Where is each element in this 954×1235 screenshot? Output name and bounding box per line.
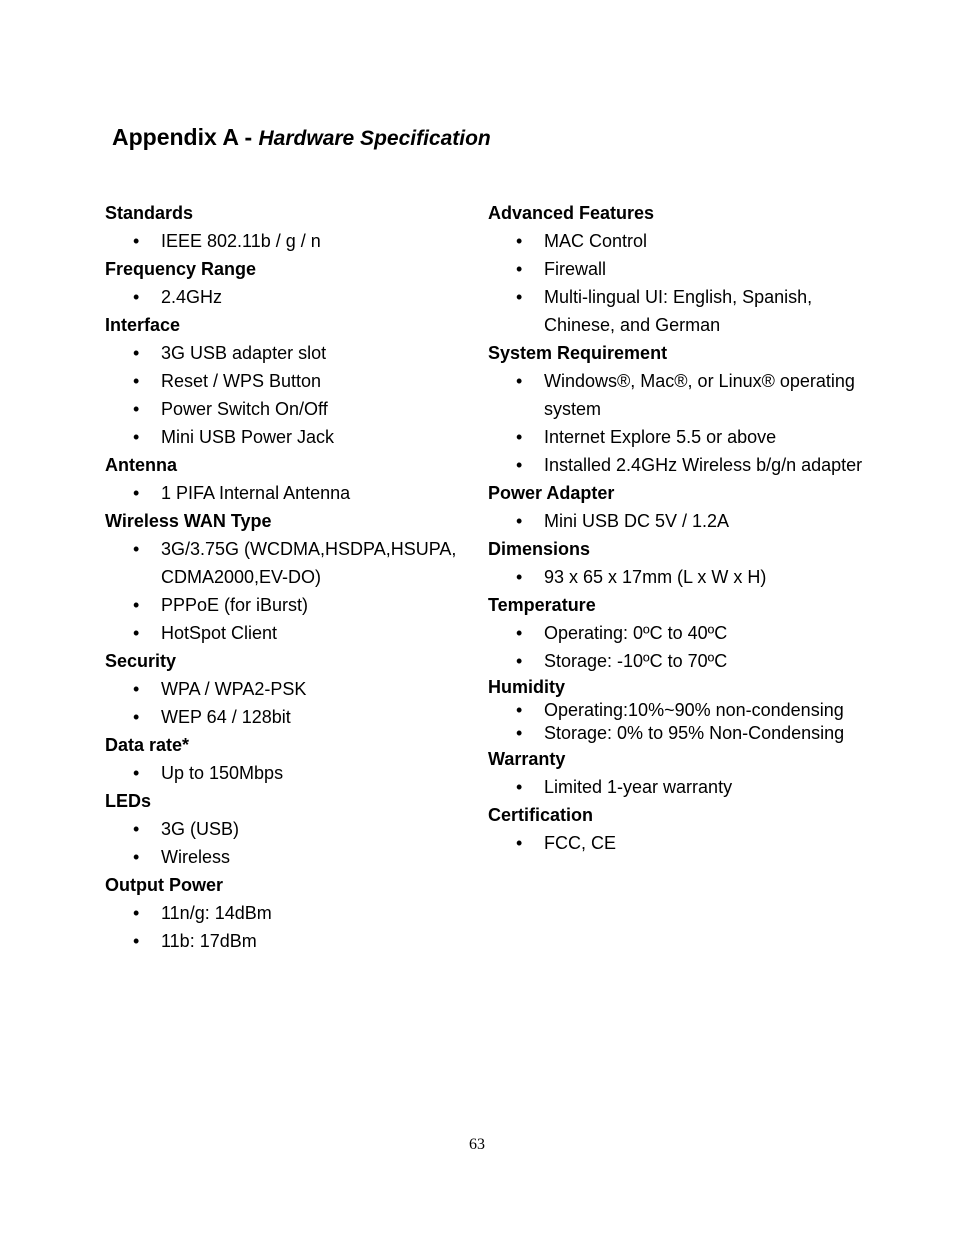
spec-item-text: Reset / WPS Button: [161, 371, 322, 391]
spec-item: [488, 507, 888, 535]
section-heading: System Requirement: [488, 343, 668, 363]
spec-item: [488, 619, 888, 647]
bullet-icon: •: [516, 371, 523, 391]
bullet-icon: •: [133, 623, 140, 643]
bullet-icon: •: [516, 511, 523, 531]
spec-item-text: FCC, CE: [544, 833, 616, 853]
bullet-icon: •: [133, 707, 140, 727]
bullet-icon: •: [133, 931, 140, 951]
spec-item-text: Wireless: [161, 847, 231, 867]
spec-list: [105, 479, 477, 507]
spec-item-text: PPPoE (for iBurst): [161, 595, 309, 615]
spec-item-text: Limited 1-year warranty: [544, 777, 733, 797]
spec-item: [105, 703, 477, 731]
page-title: [112, 124, 491, 151]
spec-section-system-requirement: [488, 339, 888, 479]
spec-item: [105, 591, 477, 619]
spec-item: [105, 283, 477, 311]
spec-item: [105, 675, 477, 703]
spec-section-data-rate: [105, 731, 477, 787]
spec-item-text: Mini USB Power Jack: [161, 427, 335, 447]
spec-item-text: Up to 150Mbps: [161, 763, 284, 783]
bullet-icon: •: [516, 455, 523, 475]
bullet-icon: •: [133, 847, 140, 867]
spec-item: [488, 722, 888, 745]
bullet-icon: •: [516, 427, 523, 447]
spec-item-text: Internet Explore 5.5 or above: [544, 427, 777, 447]
spec-section-warranty: [488, 745, 888, 801]
spec-item: [105, 227, 477, 255]
spec-item-text: Operating: 0ºC to 40ºC: [544, 623, 728, 643]
spec-item: [105, 759, 477, 787]
section-heading: Wireless WAN Type: [105, 511, 272, 531]
bullet-icon: •: [133, 427, 140, 447]
bullet-icon: •: [133, 399, 140, 419]
bullet-icon: •: [516, 777, 523, 797]
spec-list: [105, 815, 477, 871]
spec-item-text: 3G/3.75G (WCDMA,HSDPA,HSUPA, CDMA2000,EV-DO): [161, 539, 457, 587]
spec-section-certification: [488, 801, 888, 857]
spec-item-text: Mini USB DC 5V / 1.2A: [544, 511, 730, 531]
spec-item: [488, 255, 888, 283]
spec-item-text: 11n/g: 14dBm: [161, 903, 272, 923]
bullet-icon: •: [516, 723, 523, 743]
spec-item: [488, 423, 888, 451]
spec-item: [105, 423, 477, 451]
spec-section-security: [105, 647, 477, 731]
spec-item-text: Multi-lingual UI: English, Spanish, Chinese, and German: [544, 287, 813, 335]
section-heading: LEDs: [105, 791, 152, 811]
spec-item: [488, 227, 888, 255]
spec-item: [488, 647, 888, 675]
spec-item: [105, 395, 477, 423]
spec-item-text: Storage: 0% to 95% Non-Condensing: [544, 723, 845, 743]
section-heading: Security: [105, 651, 177, 671]
spec-item: [488, 699, 888, 722]
section-heading: Humidity: [488, 677, 566, 697]
spec-section-antenna: [105, 451, 477, 507]
bullet-icon: •: [133, 343, 140, 363]
spec-item-text: IEEE 802.11b / g / n: [161, 231, 321, 251]
bullet-icon: •: [516, 651, 523, 671]
section-heading: Frequency Range: [105, 259, 257, 279]
spec-item: [105, 535, 477, 591]
spec-list: [488, 829, 888, 857]
spec-item: [105, 899, 477, 927]
spec-item: [488, 283, 888, 339]
spec-item-text: Installed 2.4GHz Wireless b/g/n adapter: [544, 455, 863, 475]
title-subtitle: Hardware Specification: [258, 127, 491, 150]
spec-item: [105, 927, 477, 955]
spec-item-text: WEP 64 / 128bit: [161, 707, 291, 727]
bullet-icon: •: [133, 903, 140, 923]
spec-item: [488, 451, 888, 479]
spec-list: [488, 619, 888, 675]
spec-list: [488, 367, 888, 479]
spec-list: [105, 283, 477, 311]
spec-item: [105, 843, 477, 871]
spec-list: [488, 773, 888, 801]
section-heading: Warranty: [488, 749, 566, 769]
spec-list: [105, 759, 477, 787]
page-number: 63: [469, 1136, 485, 1153]
spec-item-text: 1 PIFA Internal Antenna: [161, 483, 351, 503]
spec-item-text: 3G (USB): [161, 819, 240, 839]
spec-list: [105, 339, 477, 451]
spec-item-text: 3G USB adapter slot: [161, 343, 327, 363]
spec-item: [105, 479, 477, 507]
spec-section-frequency-range: [105, 255, 477, 311]
section-heading: Advanced Features: [488, 203, 655, 223]
spec-item-text: 93 x 65 x 17mm (L x W x H): [544, 567, 767, 587]
spec-item: [105, 815, 477, 843]
spec-item-text: Firewall: [544, 259, 607, 279]
spec-section-dimensions: [488, 535, 888, 591]
spec-item: [105, 367, 477, 395]
spec-item: [105, 619, 477, 647]
section-heading: Data rate*: [105, 735, 190, 755]
bullet-icon: •: [516, 231, 523, 251]
spec-item: [488, 773, 888, 801]
spec-item: [488, 563, 888, 591]
spec-item-text: MAC Control: [544, 231, 648, 251]
spec-item-text: WPA / WPA2-PSK: [161, 679, 307, 699]
bullet-icon: •: [516, 700, 523, 720]
spec-list: [105, 899, 477, 955]
bullet-icon: •: [133, 231, 140, 251]
bullet-icon: •: [516, 259, 523, 279]
bullet-icon: •: [133, 371, 140, 391]
spec-list: [488, 227, 888, 339]
spec-section-humidity: [488, 675, 888, 745]
spec-list: [105, 227, 477, 255]
spec-section-standards: [105, 199, 477, 255]
spec-section-temperature: [488, 591, 888, 675]
spec-item-text: Power Switch On/Off: [161, 399, 328, 419]
section-heading: Output Power: [105, 875, 223, 895]
spec-list: [488, 563, 888, 591]
section-heading: Dimensions: [488, 539, 591, 559]
spec-column-right: [488, 199, 888, 857]
spec-list: [105, 675, 477, 731]
spec-item: [488, 829, 888, 857]
spec-item-text: 11b: 17dBm: [161, 931, 257, 951]
spec-section-power-adapter: [488, 479, 888, 535]
spec-section-output-power: [105, 871, 477, 955]
spec-section-advanced-features: [488, 199, 888, 339]
spec-list: [488, 507, 888, 535]
spec-section-interface: [105, 311, 477, 451]
bullet-icon: •: [516, 567, 523, 587]
spec-item-text: Storage: -10ºC to 70ºC: [544, 651, 728, 671]
spec-list: [488, 699, 888, 745]
bullet-icon: •: [133, 595, 140, 615]
spec-item: [105, 339, 477, 367]
bullet-icon: •: [516, 287, 523, 307]
bullet-icon: •: [133, 763, 140, 783]
spec-item: [488, 367, 888, 423]
spec-item-text: Operating:10%~90% non-condensing: [544, 700, 844, 720]
section-heading: Temperature: [488, 595, 596, 615]
spec-section-leds: [105, 787, 477, 871]
spec-item-text: HotSpot Client: [161, 623, 278, 643]
section-heading: Power Adapter: [488, 483, 615, 503]
bullet-icon: •: [516, 833, 523, 853]
spec-item-text: 2.4GHz: [161, 287, 223, 307]
bullet-icon: •: [516, 623, 523, 643]
spec-column-left: [105, 199, 477, 955]
bullet-icon: •: [133, 483, 140, 503]
section-heading: Certification: [488, 805, 594, 825]
spec-item-text: Windows®, Mac®, or Linux® operating system: [544, 371, 855, 419]
section-heading: Antenna: [105, 455, 177, 475]
section-heading: Standards: [105, 203, 194, 223]
bullet-icon: •: [133, 287, 140, 307]
section-heading: Interface: [105, 315, 181, 335]
bullet-icon: •: [133, 679, 140, 699]
spec-list: [105, 535, 477, 647]
spec-section-wireless-wan-type: [105, 507, 477, 647]
bullet-icon: •: [133, 539, 140, 559]
bullet-icon: •: [133, 819, 140, 839]
title-main: Appendix A -: [112, 124, 259, 150]
